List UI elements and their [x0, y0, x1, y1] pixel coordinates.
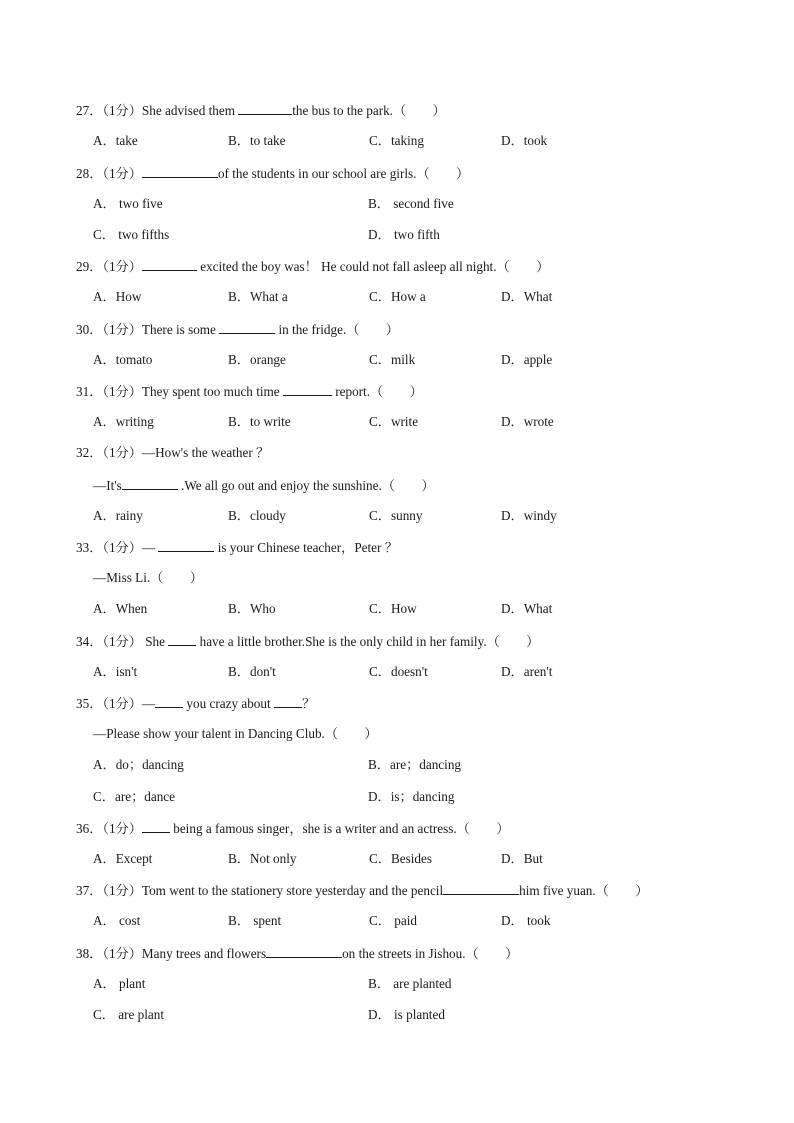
option-a[interactable]: A． plant	[93, 976, 146, 991]
question-stem: 34．（1分） She have a little brother.She is the only child in her family.（ ）	[76, 634, 540, 649]
option-a[interactable]: A．When	[93, 601, 148, 616]
option-c[interactable]: C．milk	[369, 352, 416, 367]
question-stem: 37．（1分）Tom went to the stationery store yesterday and the pencil him five yuan.（ ）	[76, 883, 649, 898]
answer-blank	[274, 695, 302, 708]
option-a[interactable]: A．do；dancing	[93, 757, 184, 772]
option-a[interactable]: A．rainy	[93, 508, 143, 523]
option-a[interactable]: A． cost	[93, 913, 141, 928]
question-stem: 28．（1分） of the students in our school are girls.（ ）	[76, 166, 470, 181]
answer-blank	[168, 633, 196, 646]
option-a[interactable]: A．How	[93, 289, 142, 304]
option-b[interactable]: B．orange	[228, 352, 286, 367]
question-stem: 36．（1分） being a famous singer，she is a writer and an actress.（ ）	[76, 821, 510, 836]
answer-blank	[283, 383, 332, 396]
answer-blank	[238, 102, 292, 115]
option-c[interactable]: C．doesn't	[369, 664, 428, 679]
option-c[interactable]: C．Besides	[369, 851, 433, 866]
option-d[interactable]: D．But	[501, 851, 543, 866]
option-a[interactable]: A． two five	[93, 196, 163, 211]
question-dialogue: —Miss Li.（ ）	[93, 570, 203, 585]
option-d[interactable]: D．is；dancing	[368, 789, 455, 804]
question-dialogue: —It's .We all go out and enjoy the sunshine.（ ）	[93, 478, 435, 493]
option-a[interactable]: A．tomato	[93, 352, 153, 367]
answer-blank	[266, 945, 342, 958]
answer-blank	[122, 477, 178, 490]
answer-blank	[142, 165, 218, 178]
option-b[interactable]: B．are；dancing	[368, 757, 462, 772]
answer-blank	[142, 820, 170, 833]
option-a[interactable]: A．writing	[93, 414, 154, 429]
option-d[interactable]: D．What	[501, 601, 553, 616]
answer-blank	[219, 321, 275, 334]
option-b[interactable]: B．Who	[228, 601, 276, 616]
answer-blank	[142, 258, 197, 271]
option-a[interactable]: A．Except	[93, 851, 153, 866]
question-stem: 30．（1分）There is some in the fridge.（ ）	[76, 322, 399, 337]
question-stem: 35．（1分）— you crazy about ？	[76, 696, 316, 711]
option-b[interactable]: B．What a	[228, 289, 288, 304]
option-d[interactable]: D．What	[501, 289, 553, 304]
option-d[interactable]: D．apple	[501, 352, 553, 367]
option-c[interactable]: C．How	[369, 601, 417, 616]
option-c[interactable]: C． paid	[369, 913, 417, 928]
option-b[interactable]: B．Not only	[228, 851, 297, 866]
question-stem: 33．（1分）— is your Chinese teacher，Peter ？	[76, 540, 398, 555]
option-d[interactable]: D．took	[501, 133, 548, 148]
option-c[interactable]: C．taking	[369, 133, 424, 148]
option-c[interactable]: C．sunny	[369, 508, 423, 523]
option-c[interactable]: C． two fifths	[93, 227, 170, 242]
option-a[interactable]: A．take	[93, 133, 138, 148]
option-d[interactable]: D． is planted	[368, 1007, 445, 1022]
option-a[interactable]: A．isn't	[93, 664, 138, 679]
option-c[interactable]: C．How a	[369, 289, 426, 304]
option-c[interactable]: C．write	[369, 414, 419, 429]
question-stem: 32．（1分）—How's the weather ？	[76, 445, 270, 460]
question-stem: 29．（1分） excited the boy was！ He could not fall asleep all night.（ ）	[76, 259, 550, 274]
question-stem: 31．（1分）They spent too much time report.（ ）	[76, 384, 423, 399]
question-stem: 27．（1分）She advised them the bus to the park.（ ）	[76, 103, 446, 118]
option-b[interactable]: B． second five	[368, 196, 454, 211]
option-d[interactable]: D． two fifth	[368, 227, 440, 242]
option-c[interactable]: C．are；dance	[93, 789, 176, 804]
option-c[interactable]: C． are plant	[93, 1007, 165, 1022]
option-d[interactable]: D． took	[501, 913, 551, 928]
option-b[interactable]: B． are planted	[368, 976, 452, 991]
question-stem: 38．（1分）Many trees and flowers on the streets in Jishou.（ ）	[76, 946, 519, 961]
option-b[interactable]: B．to take	[228, 133, 286, 148]
question-dialogue: —Please show your talent in Dancing Club.（ ）	[93, 726, 378, 741]
answer-blank	[158, 539, 214, 552]
option-b[interactable]: B． spent	[228, 913, 282, 928]
option-d[interactable]: D．wrote	[501, 414, 554, 429]
answer-blank	[155, 695, 183, 708]
option-d[interactable]: D．aren't	[501, 664, 553, 679]
option-b[interactable]: B．to write	[228, 414, 291, 429]
option-b[interactable]: B．don't	[228, 664, 276, 679]
option-d[interactable]: D．windy	[501, 508, 557, 523]
answer-blank	[443, 882, 519, 895]
option-b[interactable]: B．cloudy	[228, 508, 286, 523]
